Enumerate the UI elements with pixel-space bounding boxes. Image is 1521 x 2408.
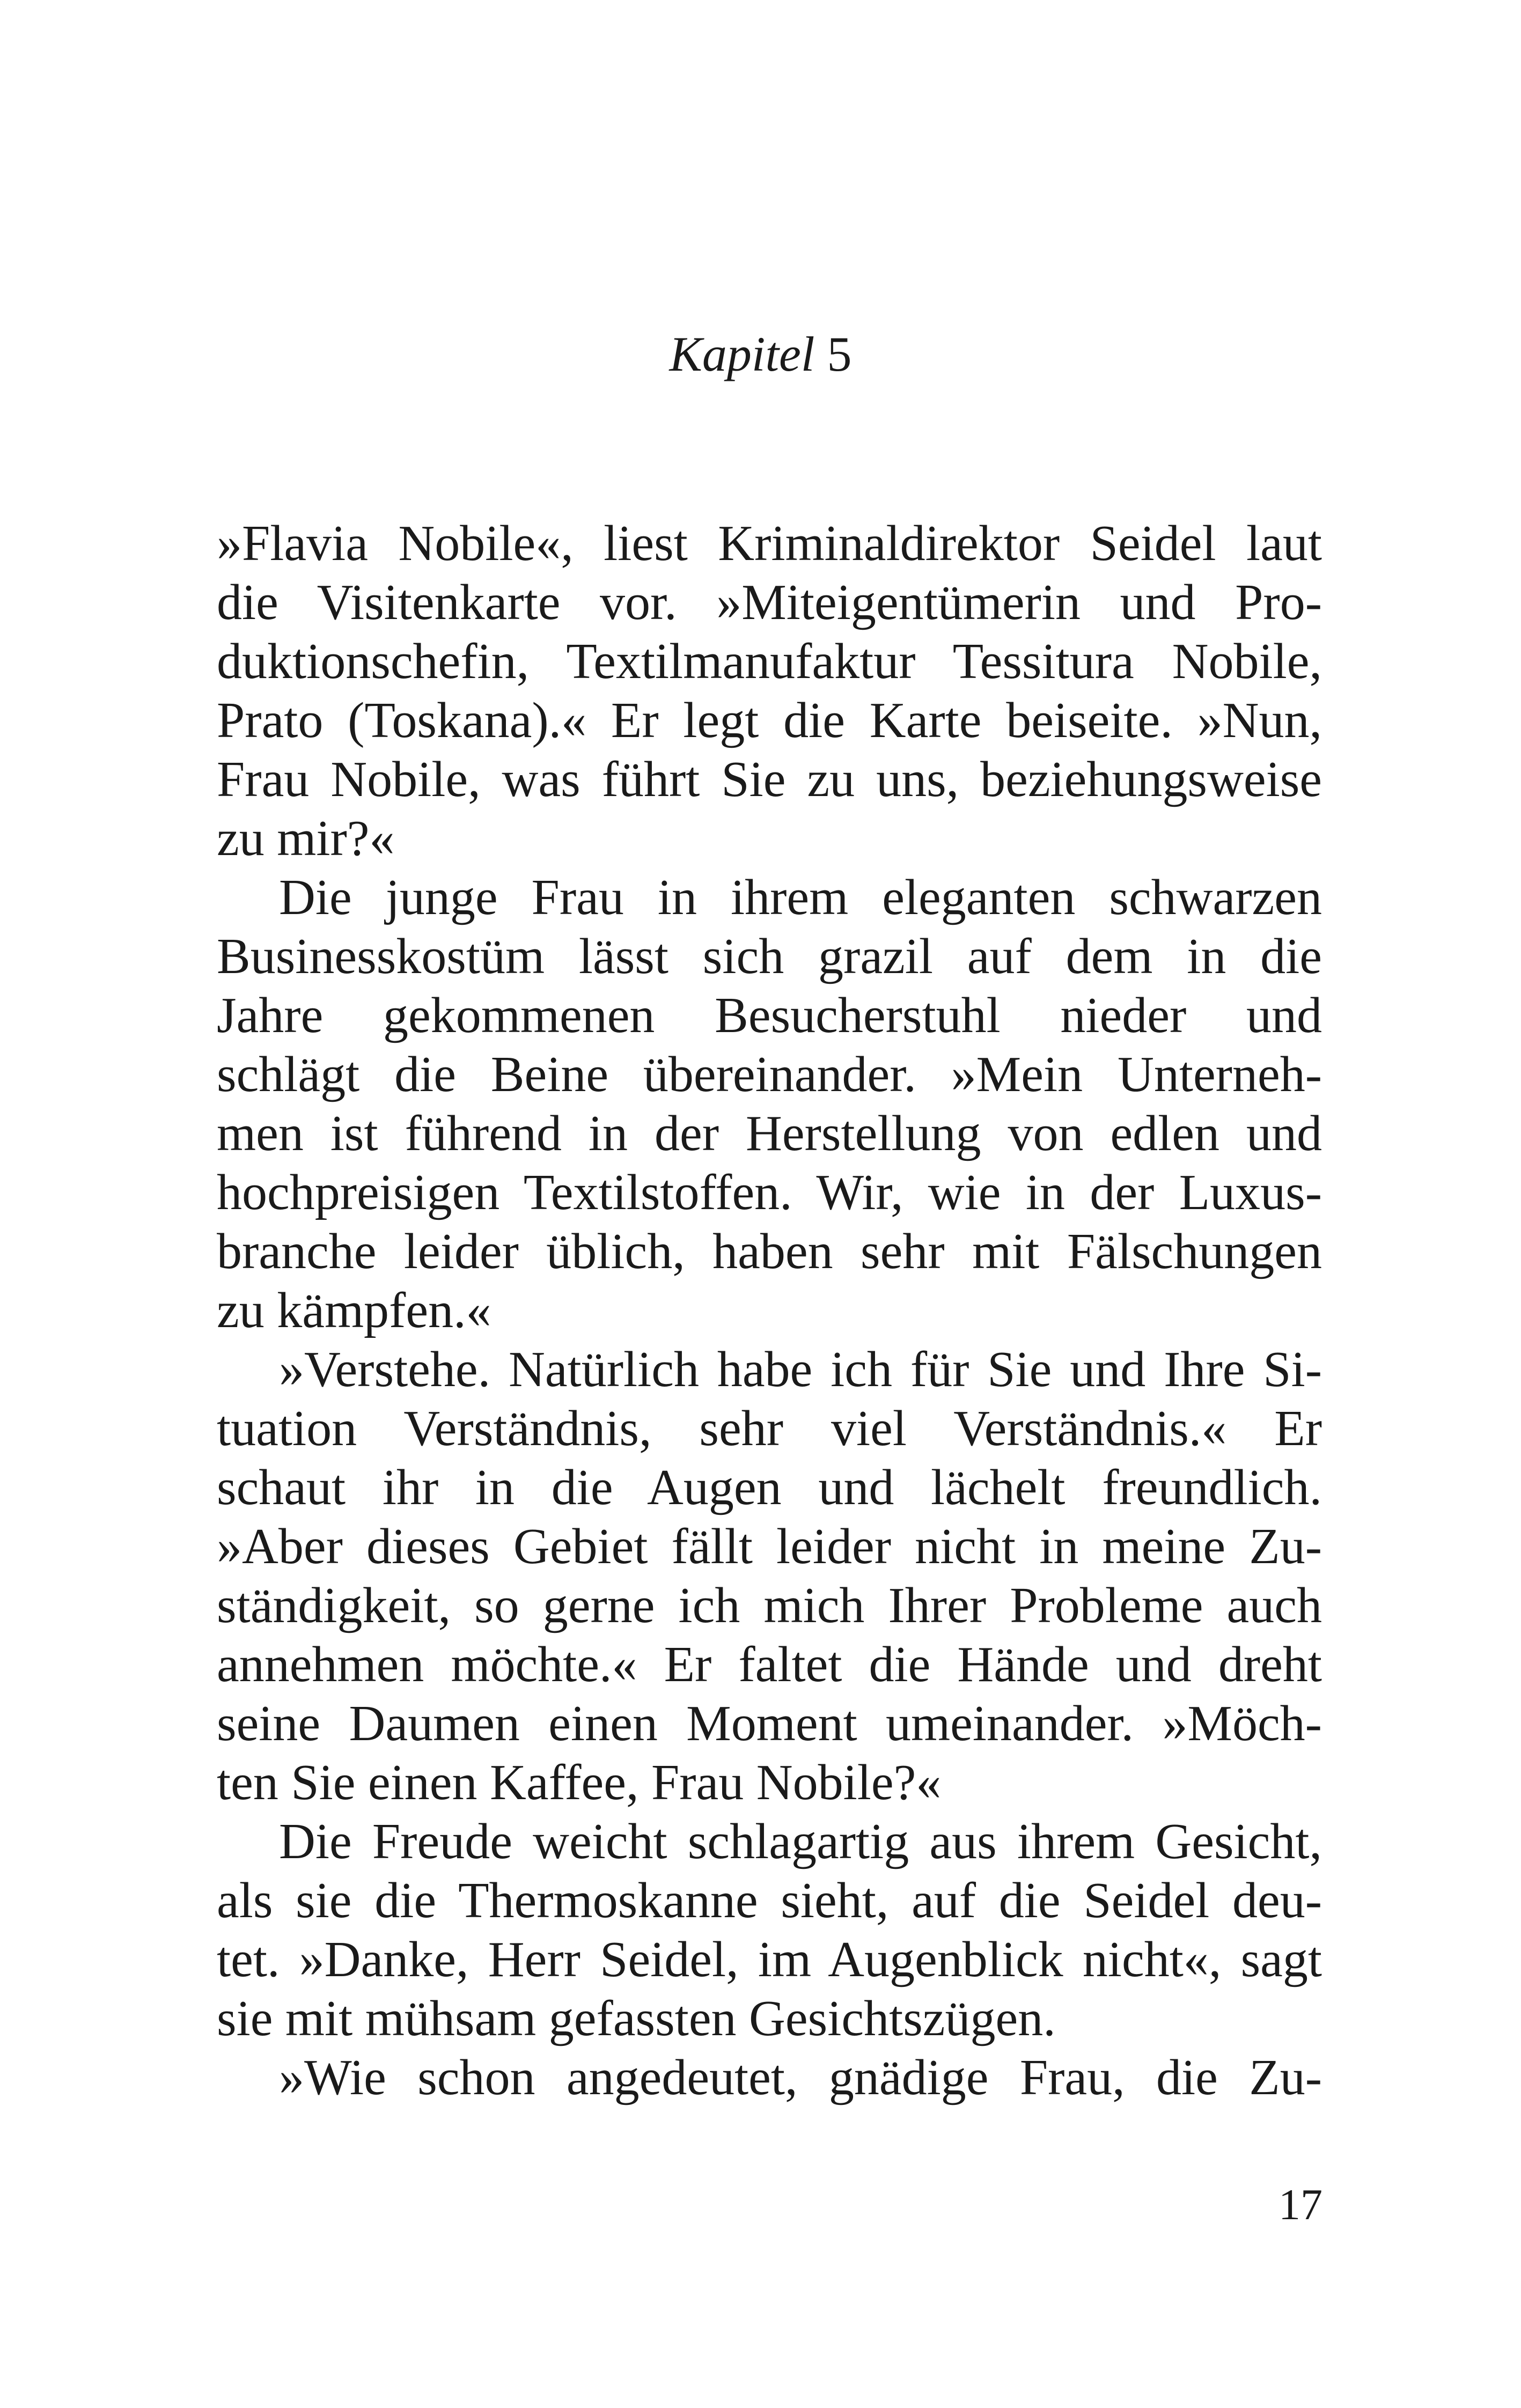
text-line: zu kämpfen.« xyxy=(217,1283,491,1338)
text-line: seine Daumen einen Moment umeinander. »Möch- xyxy=(217,1696,1322,1751)
text-line: als sie die Thermoskanne sieht, auf die Seidel deu- xyxy=(217,1873,1322,1928)
text-line: hochpreisigen Textilstoffen. Wir, wie in der Luxus- xyxy=(217,1165,1322,1220)
text-line: Prato (Toskana).« Er legt die Karte beiseite. »Nun, xyxy=(217,693,1322,748)
chapter-heading xyxy=(0,322,1521,386)
text-line: Frau Nobile, was führt Sie zu uns, beziehungsweise xyxy=(217,752,1322,807)
text-line: branche leider üblich, haben sehr mit Fälschungen xyxy=(217,1224,1322,1279)
text-line: die Visitenkarte vor. »Miteigentümerin und Pro- xyxy=(217,575,1322,630)
text-line: schlägt die Beine übereinander. »Mein Unterneh- xyxy=(217,1047,1322,1102)
text-line: tuation Verständnis, sehr viel Verständnis.« Er xyxy=(217,1401,1322,1456)
text-line: ten Sie einen Kaffee, Frau Nobile?« xyxy=(217,1755,942,1810)
text-line: »Verstehe. Natürlich habe ich für Sie und Ihre Si- xyxy=(279,1342,1322,1397)
text-line: duktionschefin, Textilmanufaktur Tessitura Nobile, xyxy=(217,634,1322,689)
text-line: Businesskostüm lässt sich grazil auf dem in die xyxy=(217,929,1322,984)
chapter-body xyxy=(217,514,1322,2107)
text-line: sie mit mühsam gefassten Gesichtszügen. xyxy=(217,1991,1056,2046)
text-line: annehmen möchte.« Er faltet die Hände und dreht xyxy=(217,1637,1322,1692)
text-line: Die junge Frau in ihrem eleganten schwarzen xyxy=(279,870,1322,925)
text-line: Jahre gekommenen Besucherstuhl nieder und xyxy=(217,988,1322,1043)
text-line: ständigkeit, so gerne ich mich Ihrer Probleme auch xyxy=(217,1578,1322,1633)
text-line: schaut ihr in die Augen und lächelt freundlich. xyxy=(217,1460,1322,1515)
text-line: »Flavia Nobile«, liest Kriminaldirektor Seidel laut xyxy=(217,516,1322,571)
page-number: 17 xyxy=(1278,2180,1322,2229)
text-line: »Aber dieses Gebiet fällt leider nicht in meine Zu- xyxy=(217,1519,1322,1574)
text-line: men ist führend in der Herstellung von edlen und xyxy=(217,1106,1322,1161)
text-line: zu mir?« xyxy=(217,811,395,866)
text-line: »Wie schon angedeutet, gnädige Frau, die Zu- xyxy=(279,2050,1322,2105)
chapter-number: 5 xyxy=(827,327,852,381)
text-line: tet. »Danke, Herr Seidel, im Augenblick nicht«, sagt xyxy=(217,1932,1322,1987)
text-line: Die Freude weicht schlagartig aus ihrem Gesicht, xyxy=(279,1814,1322,1869)
chapter-label: Kapitel xyxy=(669,327,815,381)
